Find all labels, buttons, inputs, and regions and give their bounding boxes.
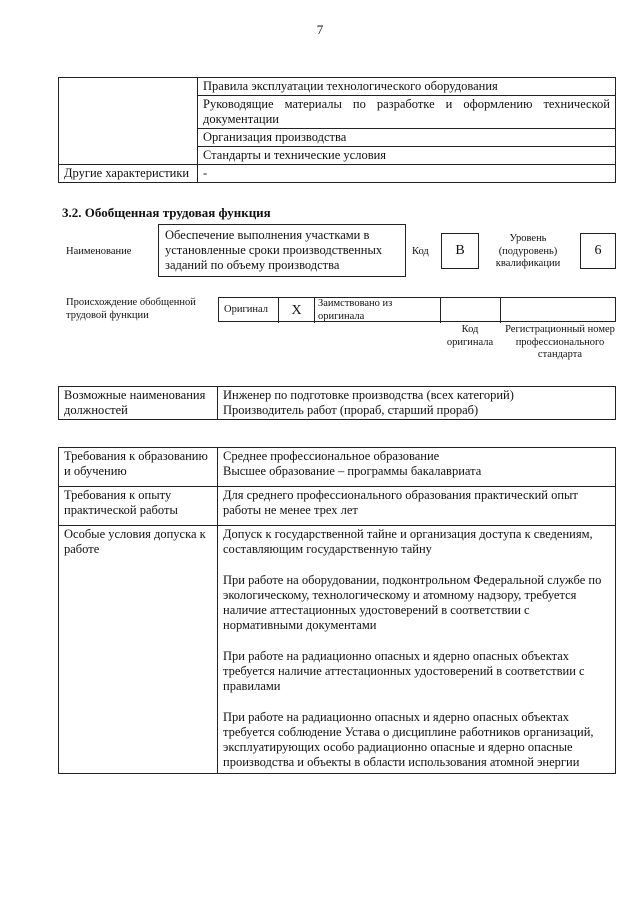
reg-number-caption: Регистрационный номер профессионального стандарта <box>505 324 615 360</box>
requirements-table <box>58 447 616 774</box>
original-cell <box>219 298 279 323</box>
special-conditions-label: Особые условия допуска к работе <box>59 526 218 774</box>
education-item: Среднее профессиональное образование <box>223 449 440 463</box>
other-characteristics-value: - <box>198 165 616 183</box>
experience-value: Для среднего профессионального образования практический опыт работы не менее трех лет <box>218 487 616 526</box>
borrowed-cell <box>315 298 441 323</box>
special-condition-item: При работе на оборудовании, подконтрольном Федеральной службе по экологическому, технологическому и атомному надзору, требуется наличие аттестационных удостоверений в соответствии с нормативными документами <box>223 573 602 632</box>
special-condition-item: Допуск к государственной тайне и организация доступа к сведениям, составляющим государственную тайну <box>223 527 593 556</box>
positions-label: Возможные наименования должностей <box>59 387 218 420</box>
level-value: 6 <box>580 233 616 269</box>
positions-values <box>218 387 616 420</box>
special-condition-item: При работе на радиационно опасных и ядерно опасных объектах требуется наличие аттестационных удостоверений в соответствии с правилами <box>223 649 585 693</box>
code-label: Код <box>412 246 429 257</box>
position-item: Производитель работ (прораб, старший прораб) <box>223 403 479 417</box>
table-cell: Стандарты и технические условия <box>198 147 616 165</box>
table-row <box>59 78 616 96</box>
borrowed-label: Заимствовано из оригинала <box>318 298 393 322</box>
name-label: Наименование <box>66 246 132 257</box>
origin-row <box>218 297 616 322</box>
function-name-box: Обеспечение выполнения участками в установленные сроки производственных заданий по объему производства <box>158 224 406 277</box>
page-number: 7 <box>316 22 324 37</box>
other-characteristics-label: Другие характеристики <box>59 165 198 183</box>
table-row <box>59 487 616 526</box>
table-row <box>59 448 616 487</box>
origin-label: Происхождение обобщенной трудовой функции <box>66 297 196 321</box>
original-mark: X <box>279 298 315 323</box>
code-original-cell <box>441 298 501 323</box>
code-original-caption: Код оригинала <box>446 324 494 348</box>
experience-label: Требования к опыту практической работы <box>59 487 218 526</box>
top-table <box>58 77 616 183</box>
section-title: 3.2. Обобщенная трудовая функция <box>62 205 271 220</box>
special-conditions-values <box>218 526 616 774</box>
special-condition-item: При работе на радиационно опасных и ядерно опасных объектах требуется соблюдение Устава о дисциплине работников организаций, эксплуатирующих особо радиационно опасные и ядерно опасные производства и объекты в области использования атомной энергии <box>223 710 594 769</box>
empty-cell <box>59 78 198 165</box>
table-cell: Организация производства <box>198 129 616 147</box>
level-label: Уровень (подуровень) квалификации <box>495 233 561 269</box>
table-cell: Правила эксплуатации технологического оборудования <box>198 78 616 96</box>
table-cell: Руководящие материалы по разработке и оформлению технической документации <box>198 96 616 129</box>
education-values <box>218 448 616 487</box>
original-label: Оригинал <box>224 304 268 315</box>
reg-number-cell <box>501 298 617 323</box>
table-row <box>59 165 616 183</box>
position-item: Инженер по подготовке производства (всех категорий) <box>223 388 514 402</box>
code-value: B <box>441 233 479 269</box>
table-row <box>59 387 616 420</box>
education-label: Требования к образованию и обучению <box>59 448 218 487</box>
positions-table <box>58 386 616 420</box>
table-row <box>59 526 616 774</box>
education-item: Высшее образование – программы бакалавриата <box>223 464 482 478</box>
